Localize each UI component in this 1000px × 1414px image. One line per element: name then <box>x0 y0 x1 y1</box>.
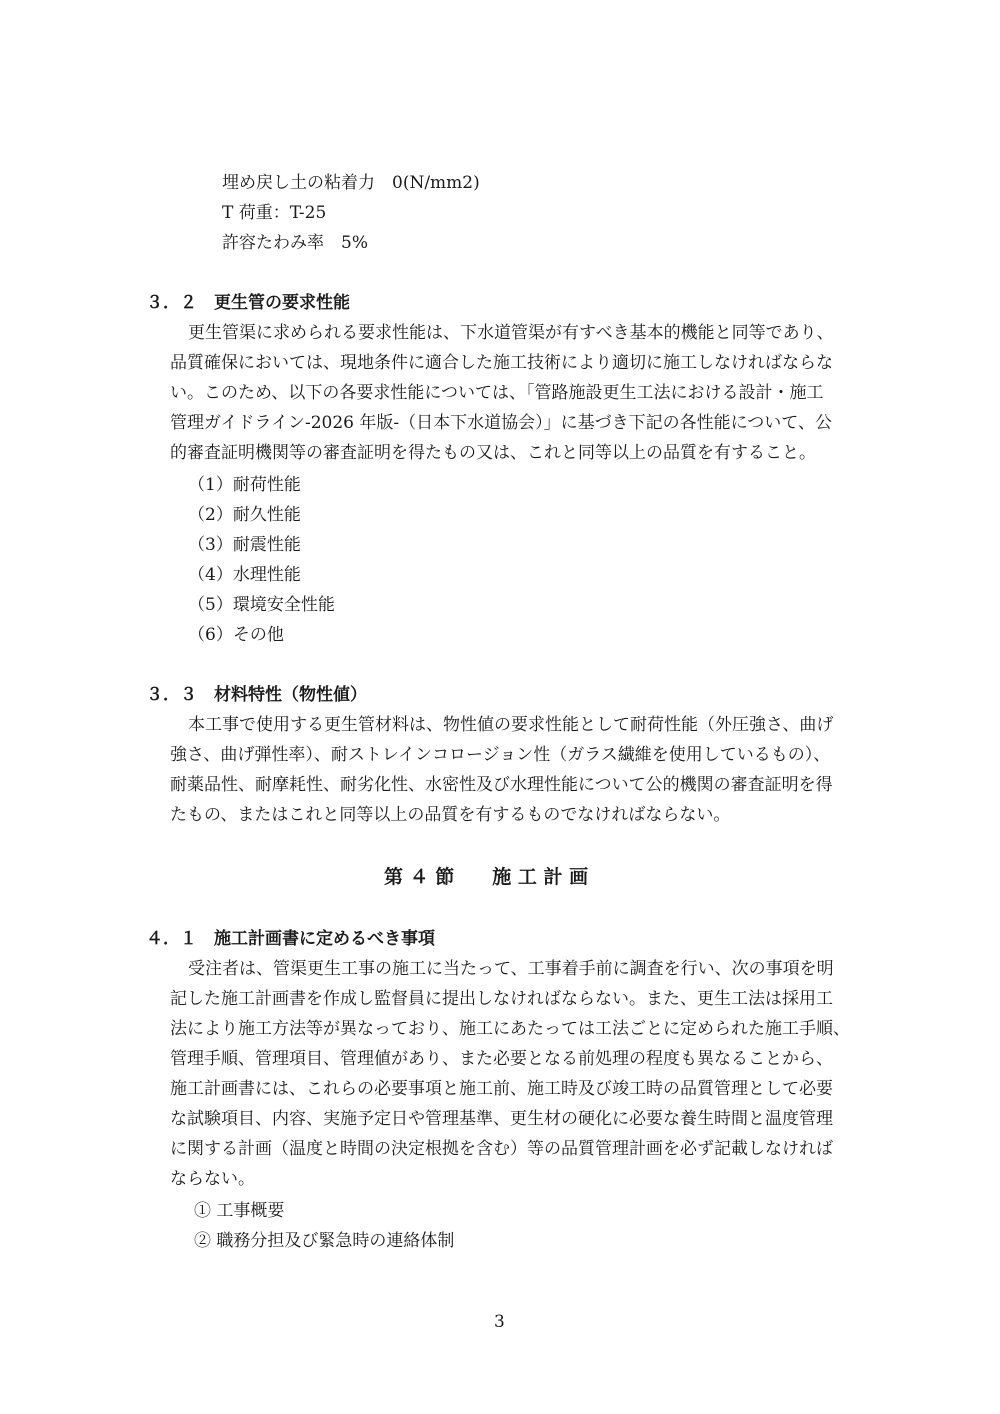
paragraph-line: 本工事で使用する更生管材料は、物性値の要求性能として耐荷性能（外圧強さ、曲げ <box>188 715 834 735</box>
list-item: （2）耐久性能 <box>188 505 301 525</box>
paragraph-line: 品質確保においては、現地条件に適合した施工技術により適切に施工しなければならな <box>170 353 833 373</box>
paragraph-line: 強さ、曲げ弾性率）、耐ストレインコロージョン性（ガラス繊維を使用しているもの）、 <box>170 745 831 765</box>
section-heading: ３．２ 更生管の要求性能 <box>146 293 350 313</box>
list-item: （6）その他 <box>188 625 284 645</box>
condition-line: 埋め戻し土の粘着力 0(N/mm2) <box>222 173 480 193</box>
section-heading: ３．３ 材料特性（物性値） <box>146 685 367 705</box>
list-item: （1）耐荷性能 <box>188 475 301 495</box>
paragraph-line: な試験項目、内容、実施予定日や管理基準、更生材の硬化に必要な養生時間と温度管理 <box>170 1109 833 1129</box>
paragraph-line: 的審査証明機関等の審査証明を得たもの又は、これと同等以上の品質を有すること。 <box>170 443 816 463</box>
list-item: ② 職務分担及び緊急時の連絡体制 <box>194 1231 455 1251</box>
paragraph-line: 管理ガイドライン-2026 年版-（日本下水道協会）」に基づき下記の各性能について、公 <box>170 413 832 433</box>
list-item: （5）環境安全性能 <box>188 595 335 615</box>
paragraph-line: ならない。 <box>170 1169 255 1189</box>
paragraph-line: い。このため、以下の各要求性能については、「管路施設更生工法における設計・施工 <box>170 383 824 403</box>
page-number: 3 <box>494 1312 505 1332</box>
list-item: ① 工事概要 <box>194 1201 285 1221</box>
paragraph-line: 耐薬品性、耐摩耗性、耐劣化性、水密性及び水理性能について公的機関の審査証明を得 <box>170 775 833 795</box>
paragraph-line: 記した施工計画書を作成し監督員に提出しなければならない。また、更生工法は採用工 <box>170 989 833 1009</box>
condition-line: T 荷重：T-25 <box>222 203 327 223</box>
chapter-section-title: 第 ４ 節 施 工 計 画 <box>384 866 589 888</box>
paragraph-line: に関する計画（温度と時間の決定根拠を含む）等の品質管理計画を必ず記載しなければ <box>170 1139 833 1159</box>
paragraph-line: 管理手順、管理項目、管理値があり、また必要となる前処理の程度も異なることから、 <box>170 1049 833 1069</box>
paragraph-line: 受注者は、管渠更生工事の施工に当たって、工事着手前に調査を行い、次の事項を明 <box>188 959 834 979</box>
section-heading: ４．１ 施工計画書に定めるべき事項 <box>146 929 435 949</box>
list-item: （4）水理性能 <box>188 565 301 585</box>
paragraph-line: 法により施工方法等が異なっており、施工にあたっては工法ごとに定められた施工手順、 <box>170 1019 850 1039</box>
paragraph-line: 施工計画書には、これらの必要事項と施工前、施工時及び竣工時の品質管理として必要 <box>170 1079 833 1099</box>
condition-line: 許容たわみ率 5% <box>222 233 368 253</box>
paragraph-line: たもの、またはこれと同等以上の品質を有するものでなければならない。 <box>170 805 731 825</box>
paragraph-line: 更生管渠に求められる要求性能は、下水道管渠が有すべき基本的機能と同等であり、 <box>188 323 834 343</box>
list-item: （3）耐震性能 <box>188 535 301 555</box>
